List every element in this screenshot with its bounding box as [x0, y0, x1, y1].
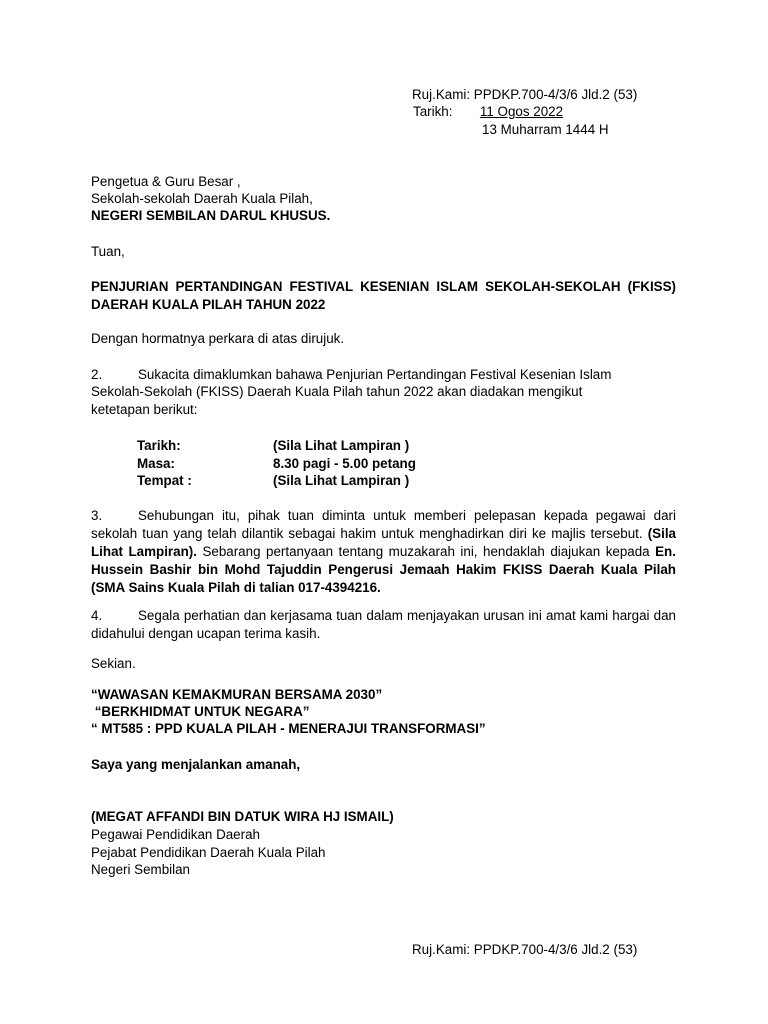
signatory-state: Negeri Sembilan [91, 862, 190, 877]
date-value: 11 Ogos 2022 [479, 104, 564, 119]
recipient-line-1: Pengetua & Guru Besar , [91, 174, 241, 189]
detail-tempat-value: (Sila Lihat Lampiran ) [273, 473, 410, 488]
closing: Sekian. [91, 656, 136, 671]
para3 [91, 507, 676, 597]
para2-line-1 [91, 366, 611, 384]
para2-line-3: ketetapan berikut: [91, 402, 198, 417]
letter-subject: PENJURIAN PERTANDINGAN FESTIVAL KESENIAN ISLAM SEKOLAH-SEKOLAH (FKISS) DAERAH KUALA PILAH TAHUN 2022 [91, 279, 676, 312]
footer-reference-label: Ruj.Kami: [412, 942, 471, 957]
footer-reference-value: PPDKP.700-4/3/6 Jld.2 (53) [473, 942, 638, 957]
signatory-title: Pegawai Pendidikan Daerah [91, 827, 260, 842]
para2-text-1: Sukacita dimaklumkan bahawa Penjurian Pertandingan Festival Kesenian Islam [138, 367, 612, 382]
detail-tarikh-label: Tarikh: [137, 438, 181, 453]
detail-tempat-label: Tempat : [137, 473, 192, 488]
reference-label: Ruj.Kami: [412, 87, 471, 102]
slogan-1: “WAWASAN KEMAKMURAN BERSAMA 2030” [91, 687, 383, 702]
para3-number: 3. [91, 508, 103, 523]
slogan-2: “BERKHIDMAT UNTUK NEGARA” [91, 704, 310, 719]
recipient-line-3: NEGERI SEMBILAN DARUL KHUSUS. [91, 208, 331, 223]
letter-date [413, 103, 563, 121]
para3-bold-1: (Sila Lihat Lampiran). [91, 526, 676, 559]
date-label: Tarikh: [413, 104, 453, 119]
para4-text: Segala perhatian dan kerjasama tuan dalam menjayakan urusan ini amat kami hargai dan didahului dengan ucapan terima kasih. [91, 608, 676, 641]
signatory-name: (MEGAT AFFANDI BIN DATUK WIRA HJ ISMAIL) [91, 809, 394, 824]
para2-number: 2. [91, 367, 103, 382]
para3-text-1: Sehubungan itu, pihak tuan diminta untuk memberi pelepasan kepada pegawai dari sekolah tuan yang telah dilantik sebagai hakim untuk menghadirkan diri ke majlis tersebut. [91, 508, 676, 541]
salutation: Tuan, [91, 244, 125, 259]
reference-value: PPDKP.700-4/3/6 Jld.2 (53) [473, 87, 638, 102]
slogan-3: “ MT585 : PPD KUALA PILAH - MENERAJUI TRANSFORMASI” [91, 721, 486, 736]
amanah-line: Saya yang menjalankan amanah, [91, 757, 301, 772]
para4 [91, 607, 676, 643]
detail-masa-value: 8.30 pagi - 5.00 petang [273, 456, 416, 471]
intro-paragraph: Dengan hormatnya perkara di atas dirujuk. [91, 331, 345, 346]
detail-masa-label: Masa: [137, 456, 175, 471]
para3-bold-2: En. Hussein Bashir bin Mohd Tajuddin Pengerusi Jemaah Hakim FKISS Daerah Kuala Pilah (SMA Sains Kuala Pilah di talian 017-4394216. [91, 544, 676, 595]
reference-number [412, 86, 637, 104]
signatory-office: Pejabat Pendidikan Daerah Kuala Pilah [91, 845, 326, 860]
hijri-date: 13 Muharram 1444 H [482, 122, 609, 137]
footer-reference [412, 941, 637, 959]
recipient-line-2: Sekolah-sekolah Daerah Kuala Pilah, [91, 191, 313, 206]
detail-tarikh-value: (Sila Lihat Lampiran ) [273, 438, 410, 453]
para2-line-2: Sekolah-Sekolah (FKISS) Daerah Kuala Pilah tahun 2022 akan diadakan mengikut [91, 384, 583, 399]
para4-number: 4. [91, 608, 103, 623]
para3-text-2: Sebarang pertanyaan tentang muzakarah ini, hendaklah diajukan kepada [202, 544, 650, 559]
